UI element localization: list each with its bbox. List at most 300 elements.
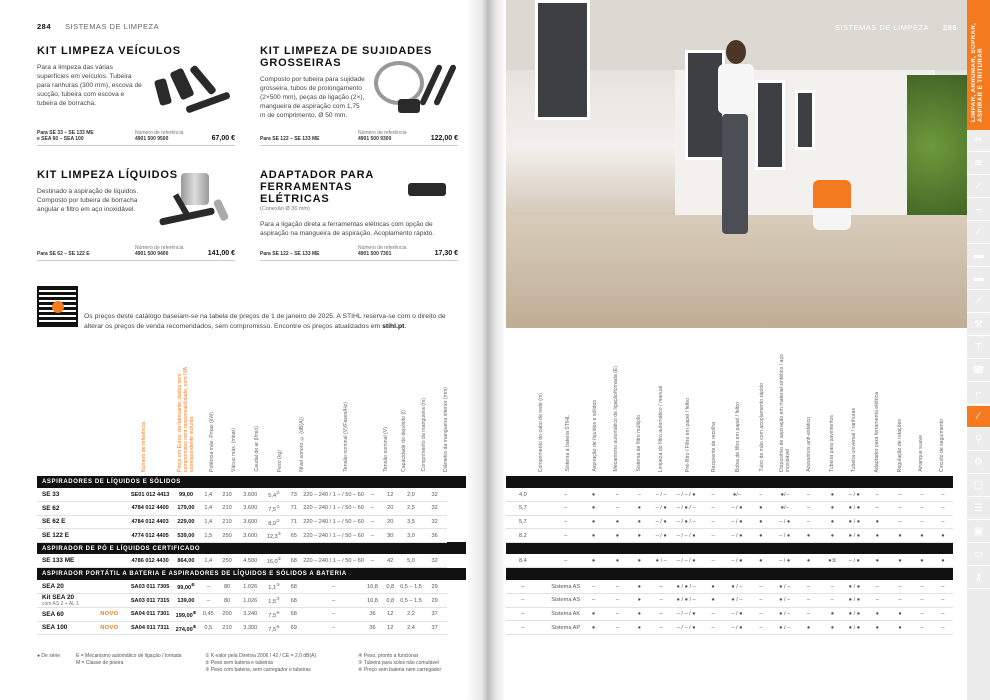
legend-footnotes-1: ① K-valor pela Diretiva 2006 / 42 / CE = 2,0 dB(A) ② Peso sem bateria e tubeiras ③ Peso com bateria, sem carregador e tubeiras <box>205 653 317 673</box>
feature-value: – <box>607 621 629 635</box>
lifestyle-photo <box>495 0 967 328</box>
table-row <box>495 580 953 594</box>
spec-value: 2,2 <box>400 608 422 622</box>
feature-value: – / ● <box>650 515 672 529</box>
section-header-row <box>37 568 467 580</box>
feature-value: – <box>865 488 889 502</box>
model-name: SEA 60 <box>37 608 91 622</box>
feature-value: ● / – <box>774 594 796 608</box>
spec-value: 4.500 <box>237 554 263 568</box>
feature-value: ● / ● <box>843 502 865 516</box>
spec-table-left <box>37 476 467 635</box>
feature-value: – <box>889 502 911 516</box>
spec-value: – <box>303 621 365 635</box>
feature-value: – <box>748 488 774 502</box>
feature-value: ● / ● / – <box>672 594 700 608</box>
table-row <box>495 607 953 621</box>
feature-value: ● <box>822 488 844 502</box>
spec-value: 0,8 <box>380 580 400 594</box>
spec-value: 2,4 <box>400 621 422 635</box>
reference-number: 4784 012 4400 <box>128 502 172 516</box>
feature-value: – <box>865 594 889 608</box>
table-row <box>495 488 953 502</box>
table-row <box>37 580 467 594</box>
new-badge <box>91 554 129 568</box>
spec-value: 220 – 240 / 1 – / 50 – 60 <box>303 515 365 529</box>
spec-value: 210 <box>217 502 238 516</box>
product-footer <box>37 126 235 146</box>
section-bar <box>495 568 953 580</box>
spec-value: 2,0 <box>400 488 422 502</box>
spec-value: 1,1③ <box>263 580 285 594</box>
spec-value: 1,5 <box>200 529 217 543</box>
feature-value: 5,7 <box>495 502 551 516</box>
feature-value: ● <box>628 554 650 568</box>
reference-number: SE01 012 4413 <box>128 488 172 502</box>
spec-value: 68 <box>285 608 303 622</box>
price: 99,00⑥ <box>172 580 200 594</box>
auger-icon[interactable]: ⟋ <box>967 291 990 313</box>
price: 179,00 <box>172 502 200 516</box>
feature-value: Sistema AP <box>551 621 581 635</box>
feature-value: – / – <box>650 488 672 502</box>
feature-value: ● / – <box>774 607 796 621</box>
feature-value: – / ● <box>650 529 672 543</box>
spec-value: 0,45 <box>200 608 217 622</box>
price: 141,00 € <box>207 250 235 257</box>
feature-value: – <box>607 502 629 516</box>
spec-value: 200 <box>217 608 238 622</box>
spec-value: 250 <box>217 554 238 568</box>
feature-value: ●/– <box>774 502 796 516</box>
feature-value: – / ● / – <box>672 515 700 529</box>
feature-value: – / ● <box>843 554 865 568</box>
feature-value: – <box>933 515 953 529</box>
feature-value: ● <box>628 529 650 543</box>
spec-value: 210 <box>217 621 238 635</box>
feature-value: ● <box>889 607 911 621</box>
reference-number: SA03 011 7305 <box>128 580 172 594</box>
vacuum-icon[interactable]: ∕ <box>967 406 990 428</box>
page-header-right: SISTEMAS DE LIMPEZA 285 <box>834 23 957 32</box>
feature-value: ● <box>865 515 889 529</box>
table-row <box>37 515 467 529</box>
footnote-mark: ② <box>276 503 280 509</box>
feature-value: – / – / ● <box>672 488 700 502</box>
compatibility: Para SE 33 – SE 133 ME e SEA 60 – SEA 100 <box>37 130 94 142</box>
table-row <box>37 554 467 568</box>
feature-value: – / ● <box>650 502 672 516</box>
feature-value: – <box>911 502 933 516</box>
feature-value: ● <box>748 554 774 568</box>
feature-value: ● / ● <box>843 594 865 608</box>
section-bar <box>495 476 953 488</box>
spec-value: 8,0② <box>263 515 285 529</box>
feature-value: – <box>607 594 629 608</box>
spec-table-right <box>495 476 953 635</box>
product-title: KIT LIMPEZA LÍQUIDOS <box>37 169 178 181</box>
spec-value: 12 <box>380 608 400 622</box>
feature-value: – <box>700 607 726 621</box>
spec-value: 42 <box>380 554 400 568</box>
feature-value: ● <box>581 607 607 621</box>
price: 17,30 € <box>434 250 458 257</box>
qr-code[interactable] <box>37 286 78 327</box>
spec-value: 36 <box>365 608 381 622</box>
spec-value: 5,4② <box>263 488 285 502</box>
tools-icon[interactable]: ▭ <box>967 544 990 566</box>
spec-value: 71 <box>285 515 303 529</box>
feature-value: – / – / ● <box>672 621 700 635</box>
footnote-mark: ③ <box>276 596 280 602</box>
stihl-link[interactable]: stihl.pt <box>382 322 405 330</box>
feature-value: ● <box>889 621 911 635</box>
accessories-icon[interactable]: ▢ <box>967 475 990 497</box>
feature-value: – <box>933 502 953 516</box>
feature-value: ● <box>581 621 607 635</box>
feature-value: – / ● <box>726 529 748 543</box>
product-card-kit-veiculos <box>37 45 235 146</box>
product-description: Para a ligação direta a ferramentas elétricas com opção de aspiração na mangueira de aspiração. Acoplamento rápido. <box>260 221 435 237</box>
product-footer <box>260 241 458 261</box>
price: 864,00 <box>172 554 200 568</box>
section-title: ASPIRADOR PORTÁTIL A BATERIA E ASPIRADORES DE LÍQUIDOS E SÓLIDOS A BATERIA <box>37 568 467 580</box>
feature-value: ● <box>933 529 953 543</box>
spec-value: 30 <box>380 529 400 543</box>
robot-mower-icon[interactable]: ⚲ <box>967 429 990 451</box>
model-name: SE 133 ME <box>37 554 91 568</box>
spec-value: 20 <box>380 515 400 529</box>
feature-value: ● <box>607 515 629 529</box>
price: 199,00⑥ <box>172 608 200 622</box>
section-header-row <box>37 476 467 488</box>
reference-number: 4784 012 4403 <box>128 515 172 529</box>
feature-value: ● <box>581 529 607 543</box>
footnote-mark: ⑥ <box>192 609 197 615</box>
feature-value: – <box>911 621 933 635</box>
feature-value: 4,0 <box>495 488 551 502</box>
model-name: SE 33 <box>37 488 91 502</box>
feature-value: – / – / ● <box>672 607 700 621</box>
spec-value: 1,4 <box>200 515 217 529</box>
spec-value: 37 <box>422 608 448 622</box>
spec-value: 0,5 <box>200 621 217 635</box>
feature-value: ● / – <box>726 594 748 608</box>
reference-number: SA03 011 7315 <box>128 594 172 608</box>
product-image <box>408 183 446 196</box>
reference: Número de referência 4901 500 9500 <box>135 130 184 142</box>
new-badge: NOVO <box>91 608 129 622</box>
feature-value: ● <box>628 621 650 635</box>
feature-value: – / ● / – <box>672 502 700 516</box>
spec-value: 210 <box>217 515 238 529</box>
price: 229,00 <box>172 515 200 529</box>
feature-value: – <box>650 594 672 608</box>
spec-value: – <box>365 515 381 529</box>
feature-value: – <box>551 554 581 568</box>
price: 99,00 <box>172 488 200 502</box>
feature-value: ● <box>748 529 774 543</box>
spec-value: – <box>365 554 381 568</box>
price: 67,00 € <box>211 135 235 142</box>
spec-value: 12 <box>380 621 400 635</box>
feature-value: ● <box>889 529 911 543</box>
spec-value: 3.600 <box>237 488 263 502</box>
stihl-logo-icon <box>52 301 64 313</box>
spec-value: 250 <box>217 529 238 543</box>
forestry-icon[interactable]: ⚷ <box>967 567 990 589</box>
feature-value: 8,4 <box>495 554 551 568</box>
feature-value: ● <box>607 554 629 568</box>
feature-value: – / ● <box>726 607 748 621</box>
spec-value: 80 <box>217 580 238 594</box>
feature-value: – <box>700 502 726 516</box>
footnote-mark: ③ <box>276 582 280 588</box>
feature-value: – <box>700 515 726 529</box>
protective-gear-icon[interactable]: ☰ <box>967 498 990 520</box>
product-title: ADAPTADOR PARA FERRAMENTAS ELÉTRICAS <box>260 169 374 205</box>
spec-value: 80 <box>217 594 238 608</box>
feature-value: – <box>551 488 581 502</box>
feature-value: ● <box>700 580 726 594</box>
spec-value: 68 <box>285 554 303 568</box>
feature-value: – / ● <box>774 529 796 543</box>
feature-value: ● <box>581 554 607 568</box>
feature-value: – <box>911 594 933 608</box>
legend-standard: ● De série <box>37 653 61 659</box>
spec-value: 1,4 <box>200 488 217 502</box>
feature-value: ● / – <box>650 554 672 568</box>
table-row <box>495 594 953 608</box>
spec-value: 32 <box>422 554 448 568</box>
table-column-headers-left: Número de referência Preço em Euros, da fabricante, dados sem compromisso nem responsabilidade, com IVA correspondente incluído Potência máx. Pmax (kW) Vácuo máx. (mbar) Caudal de ar (l/min) Peso (kg) Nível sonoro ① (dB(A)) Tensão nominal (V)/Fases/Hz) Tensão nominal (V) Capacidade do depósito (l) Comprimento da mangueira (m) Diâmetro da mangueira interior (mm) <box>141 367 449 472</box>
spec-value: 7,5④ <box>263 608 285 622</box>
left-page <box>0 0 478 700</box>
feature-value: – <box>933 594 953 608</box>
product-image <box>157 63 227 115</box>
feature-value: – / ● <box>726 621 748 635</box>
price: 122,00 € <box>430 135 458 142</box>
legend-abbreviations: E = Mecanismo automático de ligação / tomada M = Classe de poeira <box>76 653 182 666</box>
feature-value: – <box>796 580 822 594</box>
spec-value: 32 <box>422 515 448 529</box>
spec-value: 3.300 <box>237 621 263 635</box>
trimmer-icon[interactable]: ▬ <box>967 268 990 290</box>
spec-value: 36 <box>422 529 448 543</box>
new-badge <box>91 488 129 502</box>
table-row <box>37 621 467 635</box>
spec-value: – <box>303 608 365 622</box>
table-row <box>495 502 953 516</box>
feature-value: Sistema AS <box>551 594 581 608</box>
table-row <box>37 529 467 543</box>
spec-value: 220 – 240 / 1 – / 50 – 60 <box>303 554 365 568</box>
product-card-adaptador <box>260 169 458 261</box>
feature-value: ● / ● <box>843 515 865 529</box>
reference-number: 4786 012 4430 <box>128 554 172 568</box>
page-number: 284 <box>37 22 52 31</box>
footnote-mark: ② <box>276 490 280 496</box>
product-description: Destinado à aspiração de líquidos. Composto por tubeira de borracha angular e filtro em aço inoxidável. <box>37 188 139 213</box>
feature-value: – <box>700 488 726 502</box>
feature-value: – <box>911 580 933 594</box>
feature-value: – <box>551 515 581 529</box>
feature-value: – <box>650 621 672 635</box>
model-name: SEA 20 <box>37 580 91 594</box>
storage-icon[interactable]: ▣ <box>967 521 990 543</box>
chapter-tab-active[interactable]: LIMPAR, ARRUMAR, SOPRAR, ASPIRAR E TRITURAR <box>967 0 990 130</box>
pressure-washer-icon[interactable]: ☎ <box>967 360 990 382</box>
table-row <box>495 554 953 568</box>
spec-value: – <box>200 594 217 608</box>
feature-value: – <box>822 594 844 608</box>
price: 139,00 <box>172 594 200 608</box>
spec-value: 210 <box>217 488 238 502</box>
feature-value: – <box>650 580 672 594</box>
table-row <box>37 502 467 516</box>
cutoff-saw-icon[interactable]: ⚒ <box>967 314 990 336</box>
spec-value: 7,5④ <box>263 621 285 635</box>
feature-value: ●/– <box>774 488 796 502</box>
feature-value: – <box>628 488 650 502</box>
lawnmower-icon[interactable]: ▬ <box>967 245 990 267</box>
price-note: Os preços deste catálogo baseiam-se na tabela de preços de 1 de janeiro de 2025. A STIHL reserva-se com o direito de alterar os preços de venda recomendados, sem compromisso. Encontre os preços atualizados em stihl.pt. <box>84 313 446 330</box>
feature-value: ● <box>628 580 650 594</box>
spec-value: 3.240 <box>237 608 263 622</box>
footnote-mark: ④ <box>276 623 280 629</box>
feature-value: – <box>796 502 822 516</box>
spec-value: – <box>303 594 365 608</box>
spec-value: 12 <box>380 488 400 502</box>
section-title: ASPIRADORES DE LÍQUIDOS E SÓLIDOS <box>37 476 467 488</box>
feature-value: 8,2 <box>495 529 551 543</box>
feature-value: – <box>865 580 889 594</box>
feature-value: – / ● <box>726 502 748 516</box>
table-row <box>495 515 953 529</box>
spec-value: 5,0 <box>400 554 422 568</box>
footnote-mark: ② <box>276 517 280 523</box>
pole-pruner-icon[interactable]: ⟋ <box>967 176 990 198</box>
model-name: SEA 100 <box>37 621 91 635</box>
feature-value: ● <box>822 515 844 529</box>
feature-value: – <box>796 488 822 502</box>
product-footer <box>37 241 235 261</box>
table-row <box>495 621 953 635</box>
feature-value: – / ● <box>774 554 796 568</box>
feature-value: ● <box>748 515 774 529</box>
section-header-row <box>495 476 953 488</box>
spec-value: 1,5③ <box>263 594 285 608</box>
feature-value: – <box>700 554 726 568</box>
feature-value: ● <box>911 554 933 568</box>
feature-value: – <box>889 488 911 502</box>
spec-value: 220 – 240 / 1 – / 50 – 60 <box>303 488 365 502</box>
chainsaw-icon[interactable]: ✂ <box>967 130 990 152</box>
table-row <box>37 594 467 608</box>
spec-value: 1.026 <box>237 580 263 594</box>
spec-value: 36 <box>365 621 381 635</box>
footnote-mark: ② <box>277 556 282 562</box>
table-row <box>37 608 467 622</box>
feature-value: ● <box>796 554 822 568</box>
feature-value: – <box>607 488 629 502</box>
feature-value: ● / – <box>774 621 796 635</box>
sprayer-icon[interactable]: ⊤ <box>967 337 990 359</box>
product-image <box>157 173 233 235</box>
new-badge <box>91 502 129 516</box>
table-column-headers-right: Comprimento do cabo de rede (m) Sistema à bateria STIHL Aspiração de líquidos e sólidos Mecanismo automático de ligação/tomada (E) Sistema de filtro múltiplo Limpeza do filtro automático / manual Pré-filtro / Filtro em papel / feltro Recipiente de recolha Bolsa de filtro em papel / feltro Tubo de mão com acoplamento rápido Dispositivo de aspiração em material sintético / aço inoxidável Acessórios anti-estático Tubeira para pavimentos Tubeira universal / ranhuras Adaptador para ferramenta elétrica Regulação de rotações Arranque suave Circuito de seguimento <box>538 354 945 472</box>
spec-value: 68 <box>285 594 303 608</box>
spec-value: 1.026 <box>237 594 263 608</box>
feature-value: 5,7 <box>495 515 551 529</box>
product-description: Para a limpeza das várias superfícies em veículos. Tubeira para ranhuras (300 mm), escova de sucção, tubeira com escova e tubeira de borracha. <box>37 64 142 107</box>
brushcutter-icon[interactable]: ⎯ <box>967 199 990 221</box>
section-title: SISTEMAS DE LIMPEZA <box>65 22 160 31</box>
product-description: Composto por tubeira para sujidade grosseira, tubos de prolongamento (2×500 mm), peças de ligação (2×), mangueira de aspiração com 1,75 m de comprimento, Ø 50 mm. <box>260 76 365 119</box>
feature-value: ● / ● / – <box>672 580 700 594</box>
feature-value: ● <box>933 554 953 568</box>
feature-value: – <box>796 607 822 621</box>
spec-value: 2,5 <box>400 502 422 516</box>
spec-value: 0,8 <box>380 594 400 608</box>
table-row <box>37 488 467 502</box>
spec-value: – <box>365 529 381 543</box>
hedge-trimmer-icon[interactable]: ≋ <box>967 153 990 175</box>
spec-value: – <box>365 502 381 516</box>
feature-value: ● <box>581 488 607 502</box>
feature-value: ● <box>796 621 822 635</box>
feature-value: – <box>889 580 911 594</box>
shredder-icon[interactable]: ⌐ <box>967 383 990 405</box>
feature-value: ● <box>822 529 844 543</box>
feature-value: ● / – <box>726 580 748 594</box>
section-header-row <box>37 542 467 554</box>
blower-icon[interactable]: ∕ <box>967 222 990 244</box>
battery-icon[interactable]: ⚙ <box>967 452 990 474</box>
spec-value: – <box>200 580 217 594</box>
feature-value: ● <box>607 529 629 543</box>
spec-value: 32 <box>422 488 448 502</box>
product-title: KIT LIMPEZA VEÍCULOS <box>37 45 181 57</box>
feature-value: – <box>495 594 551 608</box>
product-card-kit-sujidades <box>260 45 458 146</box>
product-footer <box>260 126 458 146</box>
feature-value: ● <box>865 529 889 543</box>
feature-value: ● <box>889 554 911 568</box>
feature-value: – <box>551 502 581 516</box>
vacuum-cleaner <box>813 180 851 230</box>
footnote-mark: ⑥ <box>191 582 195 588</box>
feature-value: – <box>581 580 607 594</box>
spec-value: 29 <box>422 594 448 608</box>
feature-value: ● <box>865 621 889 635</box>
feature-value: – <box>796 594 822 608</box>
spec-value: 220 – 240 / 1 – / 50 – 60 <box>303 529 365 543</box>
feature-value: – <box>933 621 953 635</box>
new-badge <box>91 515 129 529</box>
spec-value: 10,8 <box>365 594 381 608</box>
product-title: KIT LIMPEZA DE SUJIDADES GROSSEIRAS <box>260 45 433 69</box>
feature-value: ● <box>628 515 650 529</box>
feature-value: – <box>495 607 551 621</box>
feature-value: ● / ● <box>843 529 865 543</box>
new-badge: NOVO <box>91 621 129 635</box>
feature-value: – <box>911 515 933 529</box>
spec-value: 71 <box>285 502 303 516</box>
model-subtitle: com AS 2 + AL 1 <box>42 601 79 608</box>
feature-value: – <box>607 607 629 621</box>
feature-value: – <box>495 580 551 594</box>
